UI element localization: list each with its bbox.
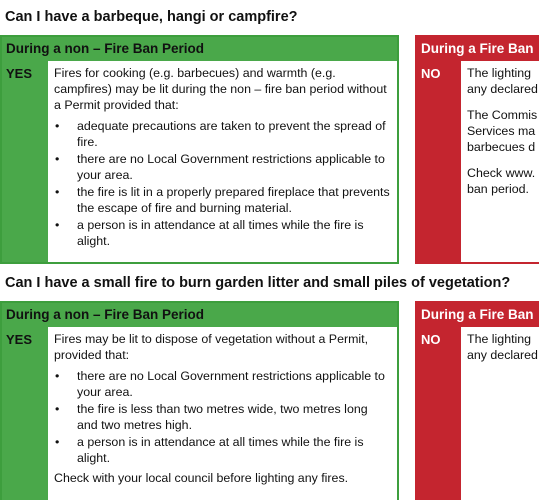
section2-non-ban-panel xyxy=(0,301,399,500)
ban-line: ban period. xyxy=(467,182,530,196)
list-item: • a person is in attendance at all times while the fire is alight. xyxy=(55,435,364,465)
section2-intro: Fires may be lit to dispose of vegetation without a Permit, provided that: xyxy=(54,332,369,362)
section2-ban-body xyxy=(417,327,539,500)
section1-yes-label: YES xyxy=(6,66,33,81)
list-item: • there are no Local Government restrictions applicable to your area. xyxy=(55,369,385,399)
section2-ban-content xyxy=(461,327,539,500)
section1-bullet-list xyxy=(54,118,391,249)
section2-ban-panel xyxy=(415,301,539,500)
section1-ban-panel xyxy=(415,35,539,264)
section2-title: Can I have a small fire to burn garden litter and small piles of vegetation? xyxy=(5,275,511,291)
section2-yes-label: YES xyxy=(6,332,33,347)
section1-ban-header: During a Fire Ban xyxy=(417,37,539,61)
section2-footer: Check with your local council before lighting any fires. xyxy=(54,471,349,485)
bullet-icon: • xyxy=(55,152,60,166)
section2-ban-header: During a Fire Ban xyxy=(417,303,539,327)
section1-title: Can I have a barbeque, hangi or campfire? xyxy=(5,9,298,25)
bullet-icon: • xyxy=(55,119,60,133)
list-item: • a person is in attendance at all times while the fire is alight. xyxy=(55,218,364,248)
list-item: • there are no Local Government restrictions applicable to your area. xyxy=(55,152,385,182)
bullet-icon: • xyxy=(55,218,60,232)
section1-ban-body xyxy=(417,61,539,262)
section2-non-ban-body xyxy=(2,327,397,500)
ban-line: The lighting xyxy=(467,66,532,80)
bullet-icon: • xyxy=(55,369,60,383)
list-item: • the fire is less than two metres wide, two metres long and two metres high. xyxy=(55,402,368,432)
bullet-icon: • xyxy=(55,185,60,199)
section1-non-ban-content xyxy=(48,61,397,262)
bullet-icon: • xyxy=(55,435,60,449)
section2-bullet-list xyxy=(54,368,391,466)
ban-line: Services ma xyxy=(467,124,536,138)
section1-ban-content xyxy=(461,61,539,262)
section1-intro: Fires for cooking (e.g. barbecues) and warmth (e.g. campfires) may be lit during the non – fire ban period without a Permit provided that: xyxy=(54,66,387,112)
section1-non-ban-panel xyxy=(0,35,399,264)
list-item: • adequate precautions are taken to prevent the spread of fire. xyxy=(55,119,386,149)
section2-non-ban-content xyxy=(48,327,397,500)
ban-line: any declared xyxy=(467,348,538,362)
section1-non-ban-body xyxy=(2,61,397,262)
bullet-icon: • xyxy=(55,402,60,416)
list-item: • the fire is lit in a properly prepared fireplace that prevents the escape of fire and burning material. xyxy=(55,185,390,215)
section1-non-ban-header: During a non – Fire Ban Period xyxy=(2,37,397,61)
ban-line: The lighting xyxy=(467,332,532,346)
section2-non-ban-header: During a non – Fire Ban Period xyxy=(2,303,397,327)
ban-line: barbecues d xyxy=(467,140,536,154)
ban-line: Check www. xyxy=(467,166,536,180)
ban-line: The Commis xyxy=(467,108,538,122)
section2-no-label: NO xyxy=(421,332,441,347)
ban-line: any declared xyxy=(467,82,538,96)
section1-no-label: NO xyxy=(421,66,441,81)
